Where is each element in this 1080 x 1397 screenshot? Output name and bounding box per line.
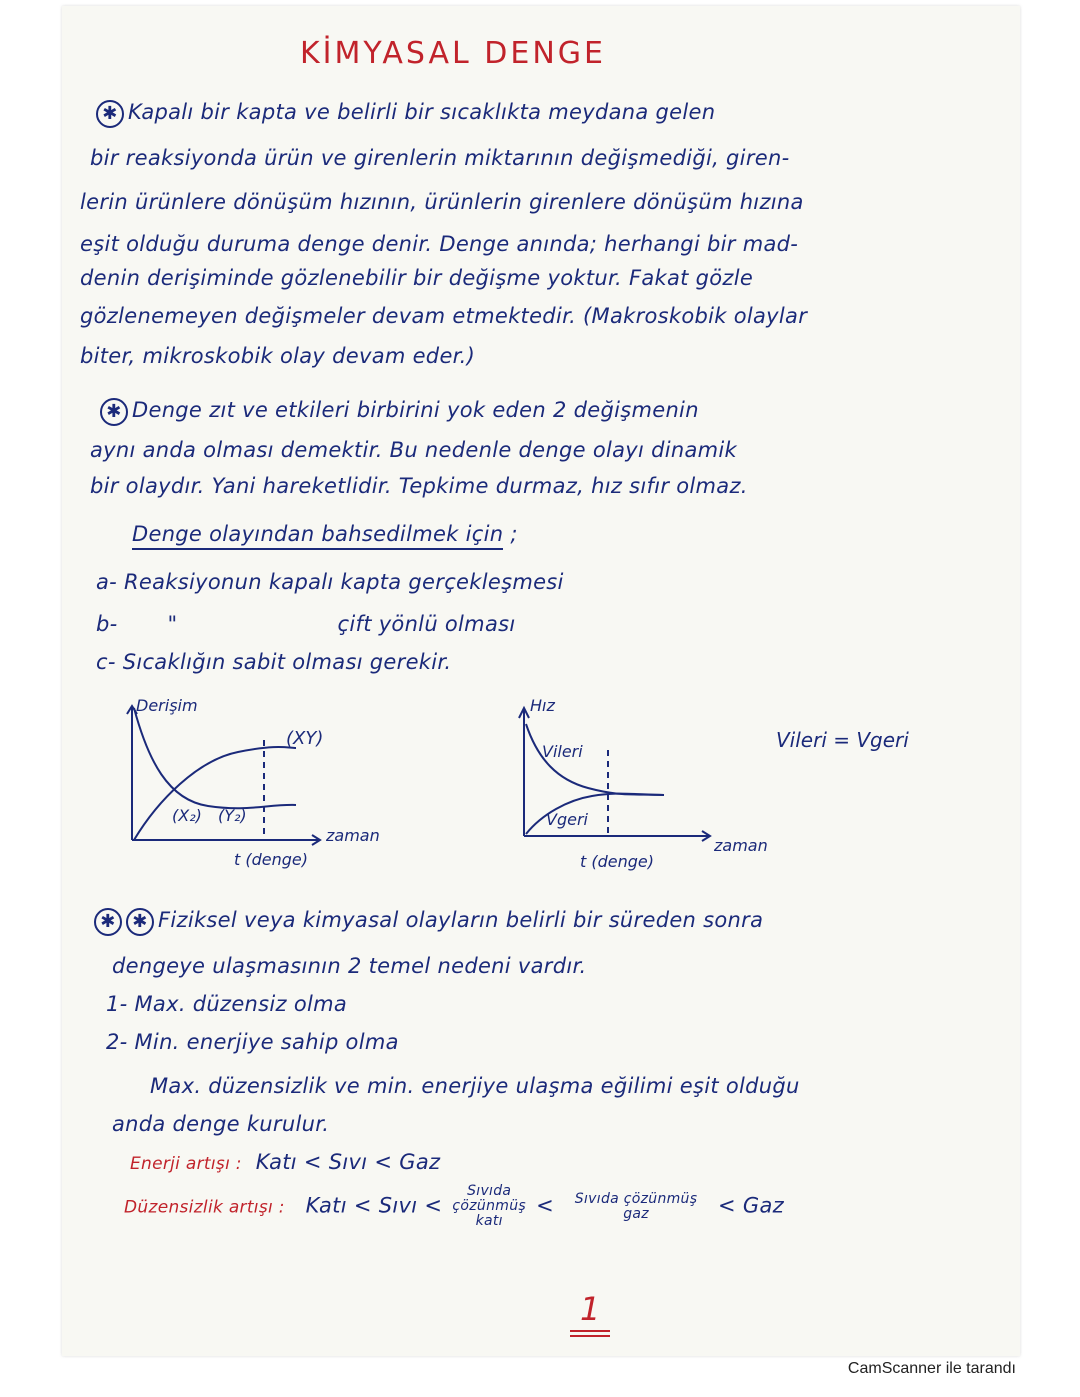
condition-a: a- Reaksiyonun kapalı kapta gerçekleşmesi <box>96 570 564 594</box>
paragraph-1-line-7: biter, mikroskobik olay devam eder.) <box>80 344 476 368</box>
page-number-underline <box>570 1330 610 1332</box>
graph1-t-label: t (denge) <box>234 850 308 869</box>
reactant-curve <box>134 708 296 808</box>
conditions-heading: Denge olayından bahsedilmek için ; <box>132 522 518 546</box>
graph2-x-label: zaman <box>714 836 768 855</box>
condition-b: b- " çift yönlü olması <box>96 612 516 636</box>
graph1-x-label: zaman <box>326 826 380 845</box>
paragraph-1-line-5: denin derişiminde gözlenebilir bir değişme yoktur. Fakat gözle <box>80 266 754 290</box>
product-curve <box>134 747 296 840</box>
graph1-reactant-label-1: (X₂) <box>172 806 202 825</box>
paragraph-3-line-2: dengeye ulaşmasının 2 temel nedeni vardır. <box>112 954 587 978</box>
graph2-y-label: Hız <box>530 696 555 715</box>
graph2-reverse-label: Vgeri <box>546 810 588 829</box>
reason-1: 1- Max. düzensiz olma <box>106 992 348 1016</box>
graph2-t-label: t (denge) <box>580 852 654 871</box>
asterisk-icon: ✱ <box>126 908 154 936</box>
graph2-forward-label: Vileri <box>542 742 583 761</box>
asterisk-icon: ✱ <box>96 100 124 128</box>
disorder-order: Düzensizlik artışı : Katı < Sıvı < Sıvıda çözünmüş katı < Sıvıda çözünmüş gaz < Gaz <box>124 1183 784 1229</box>
paragraph-1-line-4: eşit olduğu duruma denge denir. Denge anında; herhangi bir mad- <box>80 232 799 256</box>
reason-2: 2- Min. enerjiye sahip olma <box>106 1030 399 1054</box>
paragraph-4-line-1: Max. düzensizlik ve min. enerjiye ulaşma eğilimi eşit olduğu <box>150 1074 800 1098</box>
asterisk-icon: ✱ <box>100 398 128 426</box>
paragraph-1-line-1: ✱ Kapalı bir kapta ve belirli bir sıcaklıkta meydana gelen <box>96 100 715 128</box>
rate-equality-equation: Vileri = Vgeri <box>776 728 909 752</box>
graph1-y-label: Derişim <box>136 696 198 715</box>
paragraph-2-line-1: ✱ Denge zıt ve etkileri birbirini yok eden 2 değişmenin <box>100 398 699 426</box>
energy-order: Enerji artışı : Katı < Sıvı < Gaz <box>130 1150 441 1174</box>
page-title: KİMYASAL DENGE <box>300 36 606 71</box>
paragraph-1-line-2: bir reaksiyonda ürün ve girenlerin miktarının değişmediği, giren- <box>90 146 790 170</box>
paragraph-2-line-3: bir olaydır. Yani hareketlidir. Tepkime durmaz, hız sıfır olmaz. <box>90 474 748 498</box>
condition-c: c- Sıcaklığın sabit olması gerekir. <box>96 650 452 674</box>
graph1-product-label: (XY) <box>286 728 324 749</box>
page-number: 1 <box>580 1290 601 1328</box>
scanner-watermark: CamScanner ile tarandı <box>847 1360 1016 1377</box>
asterisk-icon: ✱ <box>94 908 122 936</box>
rate-time-graph <box>508 700 748 870</box>
paragraph-4-line-2: anda denge kurulur. <box>112 1112 330 1136</box>
paragraph-1-line-3: lerin ürünlere dönüşüm hızının, ürünlerin girenlere dönüşüm hızına <box>80 190 804 214</box>
paragraph-1-line-6: gözlenemeyen değişmeler devam etmektedir. (Makroskobik olaylar <box>80 304 808 328</box>
page-number-underline <box>570 1335 610 1337</box>
paragraph-3-line-1: ✱ ✱ Fiziksel veya kimyasal olayların belirli bir süreden sonra <box>94 908 763 936</box>
graph1-reactant-label-2: (Y₂) <box>218 806 247 825</box>
paragraph-2-line-2: aynı anda olması demektir. Bu nedenle denge olayı dinamik <box>90 438 738 462</box>
